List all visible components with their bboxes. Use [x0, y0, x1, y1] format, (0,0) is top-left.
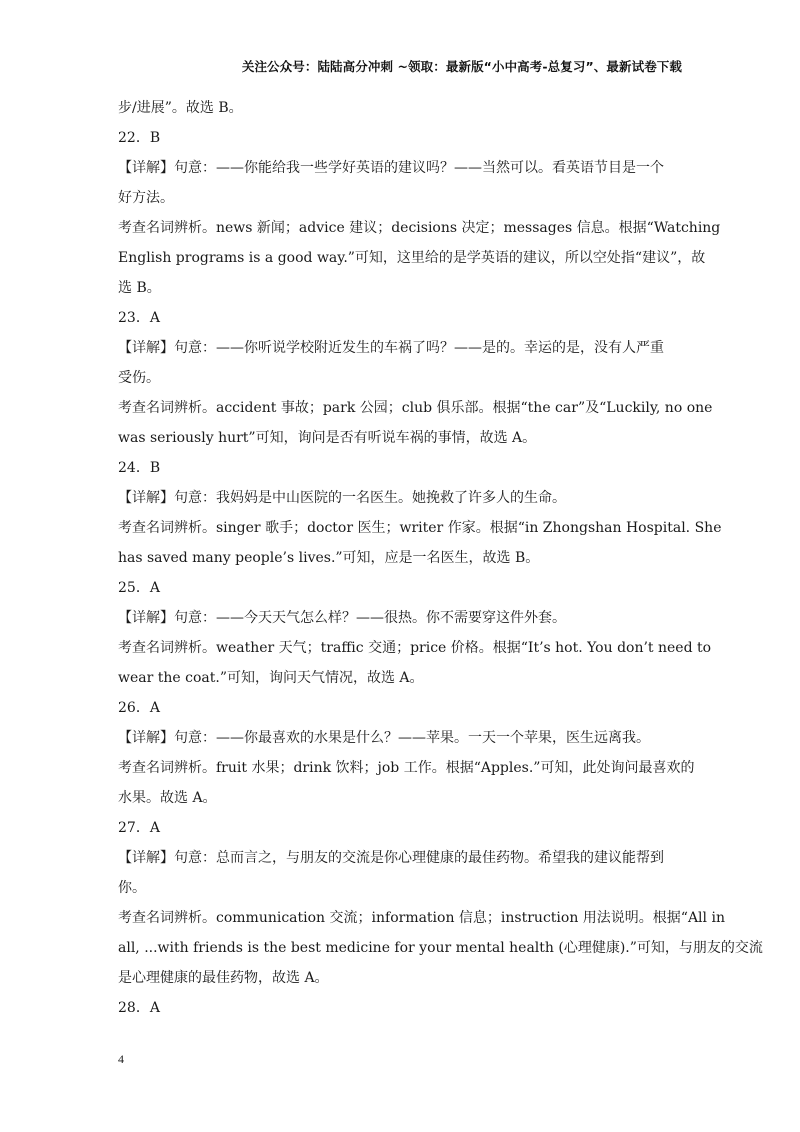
page-header: 关注公众号：陆陆高分冲刺 ~领取：最新版“小中高考-总复习”、最新试卷下载 — [241, 59, 682, 74]
text-line: 【详解】句意：总而言之，与朋友的交流是你心理健康的最佳药物。希望我的建议能帮到 — [118, 850, 664, 866]
text-line: 【详解】句意：——你最喜欢的水果是什么？——苹果。一天一个苹果，医生远离我。 — [118, 730, 650, 746]
text-line: 受伤。 — [118, 370, 160, 386]
text-line: 考查名词辨析。singer 歌手；doctor 医生；writer 作家。根据“in Zhongshan Hospital. She — [118, 520, 722, 536]
text-line: all, ...with friends is the best medicine for your mental health (心理健康).”可知，与朋友的交流 — [118, 940, 763, 956]
text-line: 考查名词辨析。fruit 水果；drink 饮料；job 工作。根据“Apples.”可知，此处询问最喜欢的 — [118, 760, 695, 776]
text-line: 【详解】句意：——你能给我一些学好英语的建议吗？——当然可以。看英语节目是一个 — [118, 160, 664, 176]
text-line: 考查名词辨析。news 新闻；advice 建议；decisions 决定；messages 信息。根据“Watching — [118, 220, 721, 236]
answer-number: 23．A — [118, 310, 160, 326]
text-line: 考查名词辨析。weather 天气；traffic 交通；price 价格。根据“It’s hot. You don’t need to — [118, 640, 712, 656]
text-line: 【详解】句意：我妈妈是中山医院的一名医生。她挽救了许多人的生命。 — [118, 490, 566, 506]
answer-number: 27．A — [118, 820, 160, 836]
text-line: 水果。故选 A。 — [118, 790, 217, 806]
text-line: English programs is a good way.”可知，这里给的是学英语的建议，所以空处指“建议”，故 — [118, 250, 706, 266]
text-line: 【详解】句意：——今天天气怎么样？——很热。你不需要穿这件外套。 — [118, 610, 566, 626]
page-number: 4 — [118, 1052, 124, 1066]
answer-number: 28．A — [118, 1000, 160, 1016]
document-body — [118, 93, 763, 1023]
text-line: 考查名词辨析。accident 事故；park 公园；club 俱乐部。根据“the car”及“Luckily, no one — [118, 400, 713, 416]
text-line: was seriously hurt”可知，询问是否有听说车祸的事情，故选 A。 — [118, 430, 537, 446]
text-line: has saved many people’s lives.”可知，应是一名医生，故选 B。 — [118, 550, 540, 566]
text-line: wear the coat.”可知，询问天气情况，故选 A。 — [118, 670, 424, 686]
text-line: 步/进展”。故选 B。 — [118, 100, 243, 116]
answer-number: 26．A — [118, 700, 160, 716]
text-line: 【详解】句意：——你听说学校附近发生的车祸了吗？——是的。幸运的是，没有人严重 — [118, 340, 664, 356]
text-line: 考查名词辨析。communication 交流；information 信息；instruction 用法说明。根据“All in — [118, 910, 725, 926]
text-line: 你。 — [118, 880, 146, 896]
answer-number: 24．B — [118, 460, 161, 476]
answer-number: 25．A — [118, 580, 160, 596]
text-line: 是心理健康的最佳药物，故选 A。 — [118, 970, 329, 986]
text-line: 好方法。 — [118, 190, 174, 206]
text-line: 选 B。 — [118, 280, 161, 296]
answer-number: 22．B — [118, 130, 161, 146]
